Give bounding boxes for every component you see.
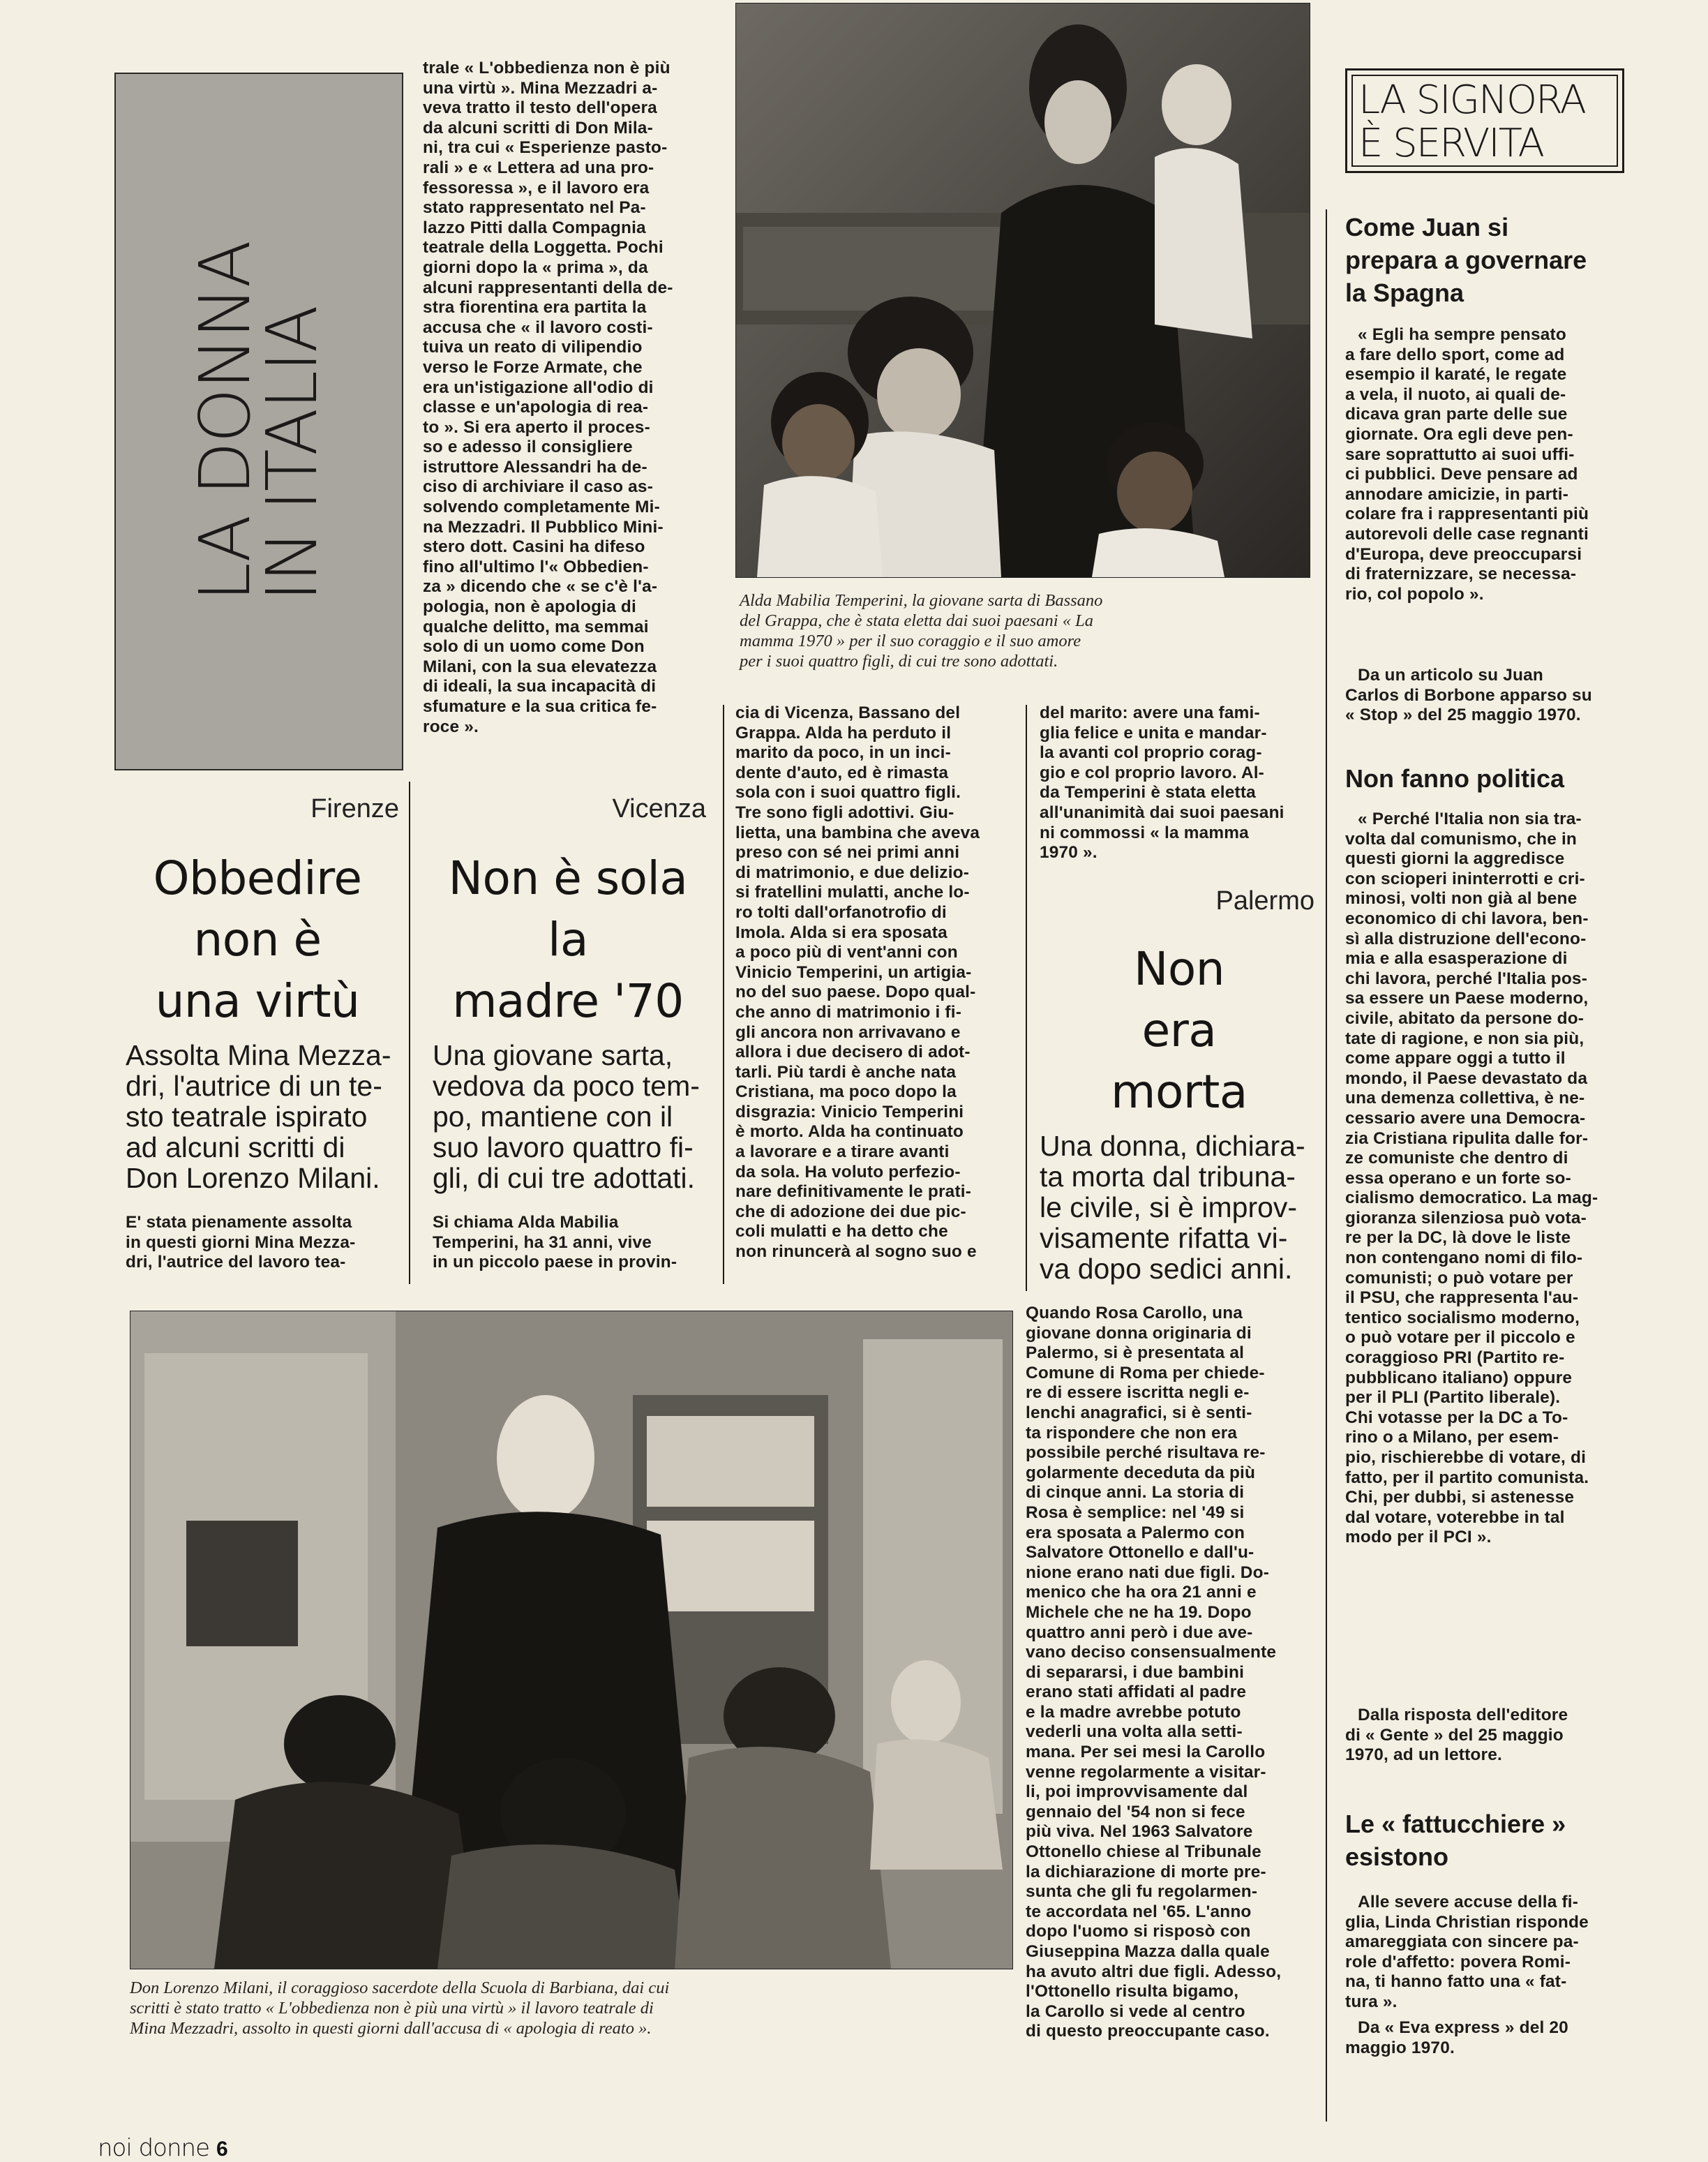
sidebar-item3-body: Alle severe accuse della fi- glia, Linda Christian risponde amareggiata con sincere pa- role d'affetto: povera Romi- na, ti hanno fatto una « fat- tura ». [1345,1893,1589,2011]
article1-body-continuation: trale « L'obbedienza non è più una virtù ». Mina Mezzadri a- veva tratto il testo dell'opera da alcuni scritti di Don Mila- ni, tra cui « Esperienze pasto- rali » e « Lettera ad una pro- fessoressa », e il lavoro era stato rappresentato nel Pa- lazzo Pitti dalla Compagnia teatrale della Loggetta. Pochi giorni dopo la « prima », da alcuni rappresentanti della de- stra fiorentina era partita la accusa che « il lavoro costi- tuiva un reato di vilipendio verso le Forze Armate, che era un'istigazione all'odio di classe e un'apologia di rea- to ». Si era aperto il proces- so e adesso il consigliere istruttore Alessandri ha de- ciso di archiviare il caso as- solvendo completamente Mi- na Mezzadri. Il Pubblico Mini- stero dott. Casini ha difeso fino all'ultimo l'« Obbedien- za » dicendo che « se c'è l'a- pologia, non è apologia di qualche delitto, ma semmai solo di un uomo come Don Milani, con la sua elevatezza di ideali, la sua incapacità di sfumature e la sua critica fe- roce ». [423,59,673,736]
column-divider [1326,209,1327,2122]
page-footer [98,2134,227,2162]
section-title-line2: IN ITALIA [251,306,333,602]
section-title-panel [114,73,403,770]
sidebar-item2-body: « Perché l'Italia non sia tra- volta dal comunismo, che in questi giorni la aggredisce con scioperi ininterrotti e cri- minosi, volti non già al bene economico di chi lavora, ben- sì alla distruzione dell'econo- mia e alla esasperazione di chi lavora, perché l'Italia pos- sa essere un Paese moderno, civile, abitato da persone do- tate di ragione, e non sia più, come appare oggi a tutto il mondo, il Paese devastato da una demenza collettiva, è ne- cessario avere una Democra- zia Cristiana ripulita dalle for- ze comuniste che dentro di essa operano e un forte so- cialismo democratico. La mag- gioranza silenziosa può vota- re per la DC, là dove le liste non contengano nomi di filo- comunisti; o può votare per il PSU, che rappresenta l'au- tentico socialismo moderno, o può votare per il piccolo e coraggioso PRI (Partito re- pubblicano italiano) oppure per il PLI (Partito liberale). Chi votasse per la DC a To- rino o a Milano, per esem- pio, rischierebbe di votare, di fatto, per il partito comunista. Chi, per dubbi, si astenesse dal votare, voterebbe in tal modo per il PCI ». [1345,810,1598,1547]
sidebar-title-box [1345,68,1624,173]
article1-city: Firenze [310,794,399,823]
article2-standfirst: Una giovane sarta, vedova da poco tem- po, mantiene con il suo lavoro quattro fi- gli, di cui tre adottati. [433,1039,700,1194]
magazine-name: noi donne [98,2134,210,2162]
article2-headline: Non è sola la madre '70 [448,851,688,1028]
article1-body: E' stata pienamente assolta in questi giorni Mina Mezza- dri, l'autrice del lavoro tea- [126,1213,356,1272]
sidebar-item3-source: Da « Eva express » del 20 maggio 1970. [1345,2018,1568,2057]
sidebar-title: LA SIGNORA È SERVITA [1351,75,1618,167]
bottom-photo-caption: Don Lorenzo Milani, il coraggioso sacerdote della Scuola di Barbiana, dai cui scritti è stato tratto « L'obbedienza non è più una virtù » il lavoro teatrale di Mina Mezzadri, assolto in questi giorni dall'accusa di « apologia di reato ». [130,1978,670,2038]
article1-headline: Obbedire non è una virtù [153,851,362,1028]
sidebar-item2-headline: Non fanno politica [1345,764,1564,793]
article1-standfirst: Assolta Mina Mezza- dri, l'autrice di un te- sto teatrale ispirato ad alcuni scritti di Don Lorenzo Milani. [126,1039,391,1194]
sidebar-item1-body: « Egli ha sempre pensato a fare dello sport, come ad esempio il karaté, le regate a vela, il nuoto, ai quali de- dicava gran parte delle sue giornate. Ora egli deve pen- sare soprattutto ai suoi uffi- ci pubblici. Deve pensare ad annodare amicizie, in parti- colare fra i rappresentanti più autorevoli delle case regnanti d'Europa, deve preoccuparsi di fraternizzare, se necessa- rio, col popolo ». [1345,325,1589,604]
article2-body: Si chiama Alda Mabilia Temperini, ha 31 anni, vive in un piccolo paese in provin- [433,1213,677,1272]
sidebar-item3-headline: Le « fattucchiere » esistono [1345,1810,1566,1871]
article3-city: Palermo [1215,886,1314,916]
section-title-line1: LA DONNA [184,241,266,602]
section-title [184,241,333,602]
column-divider [723,705,724,1284]
article3-standfirst: Una donna, dichiara- ta morta dal tribuna- le civile, si è improv- visamente rifatta vi- va dopo sedici anni. [1040,1130,1305,1285]
don-milani-photo [130,1311,1013,1969]
article3-headline: Non era morta [1111,942,1248,1119]
mother-children-photo [735,3,1310,578]
column-divider [409,782,410,1284]
sidebar-item1-source: Da un articolo su Juan Carlos di Borbone apparso su « Stop » del 25 maggio 1970. [1345,666,1592,725]
article2-city: Vicenza [612,794,706,823]
sidebar-item2-source: Dalla risposta dell'editore di « Gente » del 25 maggio 1970, ad un lettore. [1345,1706,1568,1765]
photo-illustration [736,3,1310,577]
sidebar-item1-headline: Come Juan si prepara a governare la Spagna [1345,213,1587,307]
article2-body-end: del marito: avere una fami- glia felice e unita e mandar- la avanti col proprio corag- gio e col proprio lavoro. Al- da Temperini è stata eletta all'unanimità dai suoi paesani ni commossi « la mamma 1970 ». [1040,703,1284,863]
page-number: 6 [216,2138,227,2161]
article2-body-continued: cia di Vicenza, Bassano del Grappa. Alda ha perduto il marito da poco, in un inci- dente d'auto, ed è rimasta sola con i suoi quattro figli. Tre sono figli adottivi. Giu- lietta, una bambina che aveva preso con sé nei primi anni di matrimonio, e due delizio- si fratellini mulatti, anche lo- ro tolti dall'orfanotrofio di Imola. Alda si era sposata a poco più di vent'anni con Vinicio Temperini, un artigia- no del suo paese. Dopo qual- che anno di matrimonio i fi- gli ancora non arrivavano e allora i due decisero di adot- tarli. Più tardi è anche nata Cristiana, ma poco dopo la disgrazia: Vinicio Temperini è morto. Alda ha continuato a lavorare e a tirare avanti da sola. Ha voluto perfezio- nare definitivamente le prati- che di adozione dei due pic- coli mulatti e ha detto che non rinuncerà al sogno suo e [735,703,980,1262]
photo-illustration [130,1311,1012,1969]
article3-body: Quando Rosa Carollo, una giovane donna originaria di Palermo, si è presentata al Comune di Roma per chiede- re di essere iscritta negli e- lenchi anagrafici, si è senti- ta rispondere che non era possibile perché risultava re- golarmente deceduta da più di cinque anni. La storia di Rosa è semplice: nel '49 si era sposata a Palermo con Salvatore Ottonello e dall'u- nione erano nati due figli. Do- menico che ha ora 21 anni e Michele che ne ha 19. Dopo quattro anni però i due ave- vano deciso consensualmente di separarsi, i due bambini erano stati affidati al padre e la madre avrebbe potuto vederli una volta alla setti- mana. Per sei mesi la Carollo venne regolarmente a visitar- li, poi improvvisamente dal gennaio del '54 non si fece più viva. Nel 1963 Salvatore Ottonello chiese al Tribunale la dichiarazione di morte pre- sunta che gli fu regolarmen- te accordata nel '65. L'anno dopo l'uomo si risposò con Giuseppina Mazza dalla quale ha avuto altri due figli. Adesso, l'Ottonello risulta bigamo, la Carollo si vede al centro di questo preoccupante caso. [1026,1304,1282,2041]
top-photo-caption: Alda Mabilia Temperini, la giovane sarta di Bassano del Grappa, che è stata eletta dai suoi paesani « La mamma 1970 » per il suo coraggio e il suo amore per i suoi quattro figli, di cui tre sono adottati. [740,591,1103,671]
column-divider [1026,705,1027,1291]
